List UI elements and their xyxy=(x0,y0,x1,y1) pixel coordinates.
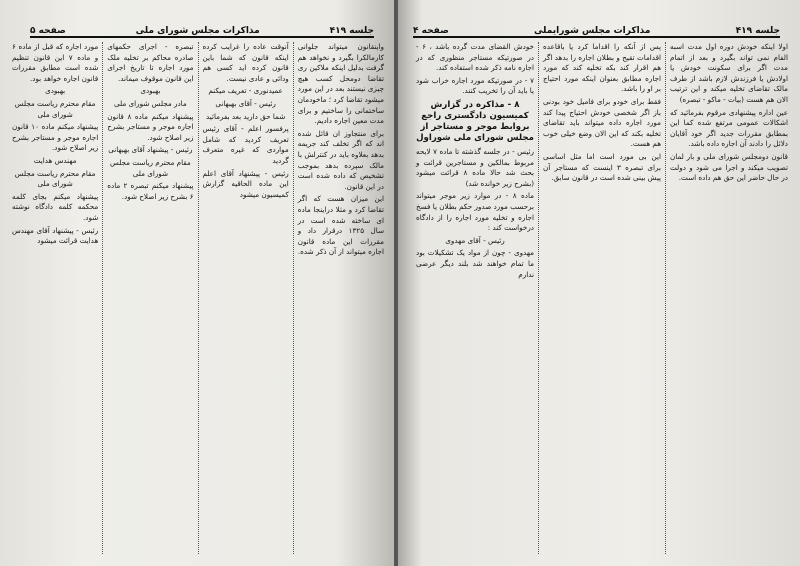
paragraph: رئیس - پیشنهاد آقای اعلم این ماده الحاقیه گزارش کمیسیون میشود xyxy=(202,168,289,199)
paragraph: پیشنهاد میکنم ماده ۱۰ قانون اجاره موجر و مستاجر بشرح زیر اصلاح شود. xyxy=(12,122,99,153)
paragraph: پیشنهاد میکنم ماده ۸ قانون اجاره موجر و مستاجر بشرح زیر اصلاح شود. xyxy=(107,111,194,142)
paragraph: خودش القضای مدت گرده باشد ، ۶ - در صورتیکه مستاجر منظوری که در اجاره نامه ذکر شده استفاده کند. xyxy=(416,42,534,73)
text-columns xyxy=(412,42,792,554)
paragraph: شما حق دارید بعد بفرمائید xyxy=(206,111,286,121)
paragraph: مورد اجاره که قبل از ماده ۶ و ماده ۷ این قانون تنظیم شده است مطابق مقررات قانون اجاره خواهد بود. xyxy=(12,42,99,83)
session-number: جلسه ۴۱۹ xyxy=(329,26,374,36)
right-page xyxy=(398,0,800,566)
text-column xyxy=(293,42,388,554)
paragraph: رئیس - در جلسه گذشته تا ماده ۷ لایحه مربوط بمالکین و مستاجرین قرائت و بحث شد حالا ماده ۸ قرائت میشود (بشرح زیر خوانده شد) xyxy=(416,146,534,188)
paragraph: اولا اینکه خودش دوره اول مدت اسبه الفام نمی تواند بگیرد و بعد از اتمام مدت اگر برای سکونت خودش یا اولادش یا فرزندش لازم باشد از طرف مالک تقاضای تخلیه میکند و این ترتیب الان هم هست (بیات - ماکو - تبصره) xyxy=(670,42,788,104)
paragraph: رئیس - پیشنهاد آقای بهبهانی xyxy=(108,145,193,155)
page-title: مذاکرات مجلس شورایملی xyxy=(533,26,651,36)
page-header xyxy=(413,22,780,38)
paragraph: مقام محترم ریاست مجلس شورای ملی xyxy=(14,98,96,119)
paragraph: تبصره - اجرای حکمهای صادره محاکم بر تخلیه ملک مورد اجاره تا تاریخ اجرای این قانون موقوف میماند. xyxy=(107,42,194,83)
paragraph: برای منتجاوز ان قائل شده اند که اگر تخلف کند جریمه بدهد بعلاوه باید در کنترلش با مالک سپرده بدهد بموجب تشخیص که داده شده است در این قانون. xyxy=(297,128,384,191)
paragraph: رئیس - آقای بهبهانی xyxy=(215,98,276,108)
text-columns xyxy=(8,42,388,554)
paragraph: پرفسور اعلم - آقای رئیس تعریف کردید که شامل مواردی که غیره متعرف گردید xyxy=(202,124,289,165)
page-number: صفحه ۴ xyxy=(413,26,449,36)
session-number: جلسه ۴۱۹ xyxy=(735,26,780,36)
section-heading: ۸ - مذاکره در گزارش کمیسیون دادگستری راجع بروابط موجر و مستاجر از مجلس شورای ملی شوراول xyxy=(416,99,534,143)
paragraph: مقام محترم ریاست مجلس شورای ملی xyxy=(109,157,191,178)
paragraph: مادر مجلس شورای ملی xyxy=(114,98,187,108)
paragraph: مهندس هدایت xyxy=(33,155,77,165)
paragraph: فقط برای خودو برای فامیل خود بودنی باز اگر شخصی خودش احتیاج پیدا کند مورد اجاره داده میتواند باید تقاضای تخلیه بکند که این الان وضع خیلی خوب هم هست. xyxy=(543,96,661,149)
paragraph: واینقانون میتواند جلوانی کارمالکرا بگیرد و نخواهد هم گرفت بدلیل اینکه ملاکین ری تقاضا دومحل کسب هیچ چیزی نیستند بعد در این مورد میشود تقاضا کرد ؛ ماخودمان ساختمانی را ساختیم و برای مدت معین اجاره دادیم. xyxy=(297,42,384,126)
text-column xyxy=(102,42,197,554)
text-column xyxy=(665,42,792,554)
paragraph: ماده ۸ - در موارد زیر موجر میتواند برحسب مورد صدور حکم بطلان یا فسخ اجاره و تخلیه مورد اجاره را از دادگاه درخواست کند : xyxy=(416,191,534,233)
paragraph: آنوقت عاده را غرایب کرده اینکه قانون که شما باین قانون کرده اید کسی هم ودائی و عادی نیست. xyxy=(202,42,289,83)
paragraph: این بی مورد است اما مثل اساسی برای تبصره ۳ اینست که مستاجر آن پیش بینی شده است در قانون سابق. xyxy=(543,151,662,183)
page-number: صفحه ۵ xyxy=(30,26,66,36)
paragraph: مقام محترم ریاست مجلس شورای ملی xyxy=(14,168,96,189)
paragraph: قانون دومجلس شورای ملی و بار لمان تصویب میکند و اجرا می شود و دولت در حال حاضر این حق هم داده است. xyxy=(670,151,788,183)
paragraph: پس از آنکه را اقداما کرد یا باقاعده اقدامات تقیح و بطلان اجاره را بدهد اگر هم اقرار کند بکه تخلیه کند که مورد اجاره مطابق بعنوان اینکه مورد احتیاج بر او را باشد. xyxy=(543,42,661,94)
text-column xyxy=(412,42,538,554)
paragraph: مهدوی - چون از مواد یک تشکیلات بود ما تمام خواهند شد بلند دیگر عرضی ندارم xyxy=(416,248,534,279)
text-column xyxy=(538,42,665,554)
paragraph: پیشنهاد میکنم تبصره ۲ ماده ۶ بشرح زیر اصلاح شود. xyxy=(107,181,194,201)
left-page xyxy=(0,0,396,566)
paragraph: رئیس - آقای مهدوی xyxy=(445,235,505,245)
paragraph: عمیدنوری - تعریف میکنم xyxy=(208,86,283,96)
paragraph: بهبودی xyxy=(140,86,161,96)
text-column xyxy=(198,42,293,554)
page-header xyxy=(30,22,374,38)
paragraph: پیشنهاد میکنم بجای کلمه محکمه کلمه دادگاه نوشته شود. xyxy=(12,191,99,222)
paragraph: ۷ - در صورتیکه مورد اجاره خراب شود یا باید آن را تخریب کنند. xyxy=(416,75,534,96)
paragraph: بهبودی xyxy=(45,86,66,96)
paragraph: این میزان هست که اگر تقاضا کرد و مثلا دراینجا ماده ای ساخته شده است در سال ۱۳۲۵ درقرار داد و مقررات این ماده قانون اجاره میتواند از آن ذکر شده. xyxy=(297,194,384,257)
paragraph: عین اداره پیشنهادی مرقوم بفرمائید که اشکالات عمومی مرتفع شده کما این بمطابق مقررات جدید اگر خود آقایان دلائل را دادند آن اجاره داده باشد. xyxy=(670,107,788,149)
text-column xyxy=(8,42,102,554)
page-title: مذاکرات مجلس شورای ملی xyxy=(135,26,260,36)
paragraph: رئیس - پیشنهاد آقای مهندس هدایت قرائت میشود xyxy=(12,225,99,246)
